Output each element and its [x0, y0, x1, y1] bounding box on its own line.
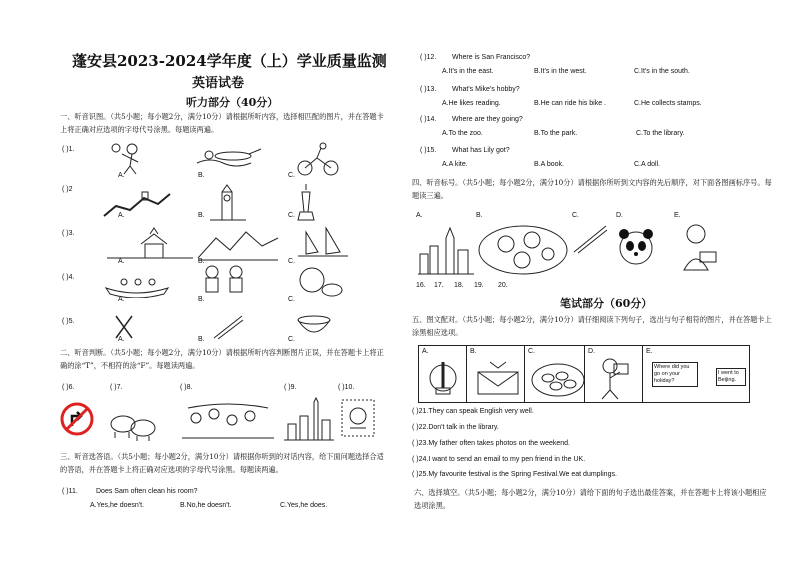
q4-label-b: B.	[198, 296, 205, 303]
great-wall-picture	[102, 186, 172, 220]
landscape-picture	[196, 224, 280, 262]
q25-sentence: ( )25.My favourite festival is the Spring Festival.We eat dumplings.	[412, 471, 617, 478]
q15-question: What has Lily got?	[452, 147, 510, 154]
match-label-d: D.	[588, 348, 595, 355]
q22-sentence: ( )22.Don't talk in the library.	[412, 424, 499, 431]
s4-number-17: 17.	[434, 282, 444, 289]
section3-heading: 三、听音选答语。（共5小题；每小题2分，满分10分）请根据你听到的对话内容，给下面问题选择合适的答语，并在答题卡上将正确对应选项的字母代号涂黑。每题读两遍。	[60, 452, 384, 474]
q5-label-a: A.	[118, 336, 125, 343]
girl-ball-picture	[110, 140, 150, 176]
dragon-boat-picture	[104, 268, 170, 298]
q8-number: ( )8.	[180, 384, 193, 391]
q2-number: ( )2	[62, 186, 73, 193]
stamp-picture	[340, 398, 376, 438]
q2-label-b: B.	[198, 212, 205, 219]
bowl-picture	[296, 314, 332, 338]
dumplings-picture	[530, 358, 586, 398]
s4-number-18: 18.	[454, 282, 464, 289]
q13-number: ( )13.	[420, 86, 437, 93]
q12-question: Where is San Francisco?	[452, 54, 531, 61]
crowd-picture	[180, 398, 276, 442]
food-platter-picture	[476, 222, 570, 276]
s4-label-e: E.	[674, 212, 681, 219]
q10-number: ( )10.	[338, 384, 355, 391]
kids-picture	[196, 262, 256, 298]
written-part-title: 笔试部分（60分）	[560, 297, 653, 310]
q5-label-b: B.	[198, 336, 205, 343]
s4-label-d: D.	[616, 212, 623, 219]
city-skyline-picture	[282, 396, 336, 442]
q5-label-c: C.	[288, 336, 295, 343]
s4-label-b: B.	[476, 212, 483, 219]
q3-label-a: A.	[118, 258, 125, 265]
q2-label-c: C.	[288, 212, 295, 219]
s4-number-19: 19.	[474, 282, 484, 289]
q13-option-c: C.He collects stamps.	[634, 100, 702, 107]
q1-label-a: A.	[118, 172, 125, 179]
mooncake-picture	[296, 264, 346, 298]
q15-option-c: C.A doll.	[634, 161, 661, 168]
q23-sentence: ( )23.My father often takes photos on the weekend.	[412, 440, 570, 447]
q21-sentence: ( )21.They can speak English very well.	[412, 408, 534, 415]
match-label-c: C.	[528, 348, 535, 355]
q15-option-a: A.A kite.	[442, 161, 468, 168]
s4-label-c: C.	[572, 212, 579, 219]
match-label-b: B.	[470, 348, 477, 355]
exam-subtitle: 英语试卷	[192, 76, 245, 91]
q12-option-a: A.It's in the east.	[442, 68, 494, 75]
s4-number-20: 20.	[498, 282, 508, 289]
girl-reading-picture	[676, 222, 720, 274]
q13-option-a: A.He likes reading.	[442, 100, 501, 107]
q13-option-b: B.He can ride his bike .	[534, 100, 606, 107]
sailboats-picture	[296, 224, 350, 262]
q14-option-b: B.To the park.	[534, 130, 578, 137]
match-label-a: A.	[422, 348, 429, 355]
q4-label-c: C.	[288, 296, 295, 303]
q6-number: ( )6.	[62, 384, 75, 391]
exam-title: 蓬安县2023-2024学年度（上）学业质量监测	[72, 52, 387, 70]
q11-question: Does Sam often clean his room?	[96, 488, 198, 495]
s4-label-a: A.	[416, 212, 423, 219]
q24-sentence: ( )24.I want to send an email to my pen friend in the UK.	[412, 456, 586, 463]
section4-heading: 四、听音标号。（共5小题；每小题2分，满分10分）请根据你所听到文内容的先后顺序，对下面各图画标序号。每题读三遍。	[412, 178, 772, 200]
nyc-skyline-picture	[416, 224, 476, 276]
q14-question: Where are they going?	[452, 116, 523, 123]
q1-label-c: C.	[288, 172, 295, 179]
q2-label-a: A.	[118, 212, 125, 219]
swimmer-picture	[195, 145, 265, 171]
q3-number: ( )3.	[62, 230, 75, 237]
q12-option-b: B.It's in the west.	[534, 68, 587, 75]
q3-label-b: B.	[198, 258, 205, 265]
q3-label-c: C.	[288, 258, 295, 265]
q9-number: ( )9.	[284, 384, 297, 391]
panda-picture	[614, 224, 658, 270]
chopsticks-picture	[212, 314, 244, 340]
section1-heading: 一、听音识图。（共5小题；每小题2分，满分10分）请根据所听内容，选择相匹配的图片，并在答题卡上将正确对应选项的字母代号涂黑。每题读两遍。	[60, 112, 384, 134]
sheep-picture	[105, 408, 159, 442]
q7-number: ( )7.	[110, 384, 123, 391]
q11-option-a: A.Yes,he doesn't.	[90, 502, 145, 509]
section5-heading: 五、图文配对。（共5小题；每小题2分，满分10分）请仔细阅读下列句子，选出与句子相符的图片，并在答题卡上涂黑相应选项。	[412, 315, 772, 337]
knife-fork-picture	[112, 314, 136, 340]
q15-number: ( )15.	[420, 147, 437, 154]
cyclist-picture	[295, 140, 341, 176]
no-right-turn-sign-icon	[60, 402, 94, 436]
statue-liberty-picture	[290, 182, 324, 222]
q15-option-b: B.A book.	[534, 161, 564, 168]
listening-part-title: 听力部分（40分）	[186, 96, 279, 109]
silence-finger-icon	[428, 358, 458, 398]
q13-question: What's Mike's hobby?	[452, 86, 520, 93]
section2-heading: 二、听音判断。（共5小题；每小题2分，满分10分）请根据所听内容判断图片正误，并在答题卡上将正确的涂“T”，不相符的涂“F”。每题读两遍。	[60, 348, 384, 370]
chopsticks-2-picture	[572, 224, 608, 254]
speech-bubble-question: Where did you go on your holiday?	[652, 362, 698, 387]
q14-option-a: A.To the zoo.	[442, 130, 483, 137]
s4-number-16: 16.	[416, 282, 426, 289]
q1-label-b: B.	[198, 172, 205, 179]
q14-number: ( )14.	[420, 116, 437, 123]
q11-number: ( )11.	[62, 488, 78, 495]
speech-bubble-answer: I went to Beijing.	[716, 368, 746, 386]
temple-picture	[105, 224, 195, 262]
q4-number: ( )4.	[62, 274, 75, 281]
q5-number: ( )5.	[62, 318, 75, 325]
q4-label-a: A.	[118, 296, 125, 303]
photographer-picture	[590, 356, 640, 400]
match-label-e: E.	[646, 348, 653, 355]
q11-option-b: B.No,he doesn't.	[180, 502, 232, 509]
q12-number: ( )12.	[420, 54, 437, 61]
section6-heading: 六、选择填空。（共5小题；每小题2分，满分10分）请给下面的句子选出最佳答案，并在答题卡上将该小题相应选项涂黑。	[414, 488, 767, 510]
big-ben-picture	[208, 184, 248, 222]
email-envelope-picture	[474, 358, 524, 398]
q1-number: ( )1.	[62, 146, 75, 153]
q11-option-c: C.Yes,he does.	[280, 502, 328, 509]
q12-option-c: C.It's in the south.	[634, 68, 690, 75]
q14-option-c: C.To the library.	[636, 130, 685, 137]
